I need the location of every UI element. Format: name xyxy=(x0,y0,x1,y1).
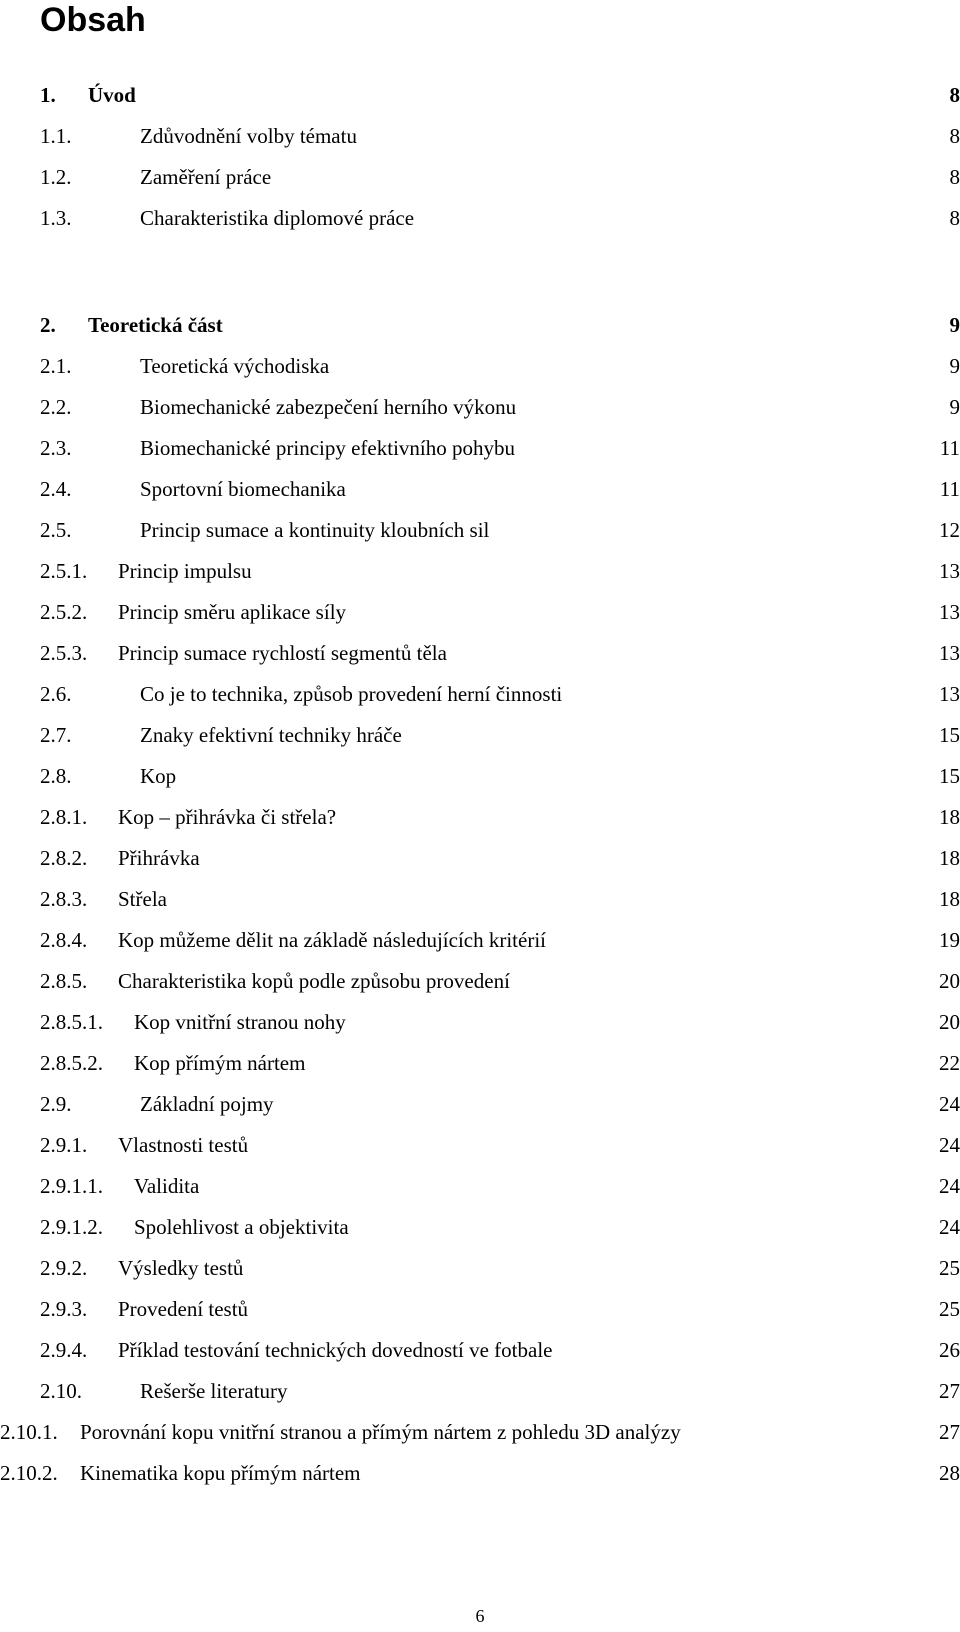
toc-entry-title: Kop xyxy=(140,764,177,788)
toc-entry-number: 2.7. xyxy=(40,723,72,747)
toc-entry xyxy=(0,1212,960,1242)
toc-entry xyxy=(0,556,960,586)
toc-entry-page: 24 xyxy=(939,1174,960,1198)
toc-entry-title: Biomechanické principy efektivního pohybu xyxy=(140,436,515,460)
toc-entry-page: 19 xyxy=(939,928,960,952)
toc-entry-title: Princip směru aplikace síly xyxy=(118,600,347,624)
toc-entry-page: 25 xyxy=(939,1297,960,1321)
toc-entry-page: 28 xyxy=(939,1461,960,1485)
toc-entry xyxy=(0,1171,960,1201)
toc-entry-number: 2.9.1. xyxy=(40,1133,88,1157)
toc-entry xyxy=(0,761,960,791)
toc-entry xyxy=(0,474,960,504)
toc-entry-title: Příklad testování technických dovedností ve fotbale xyxy=(118,1338,553,1362)
toc-entry-number: 2.9.2. xyxy=(40,1256,88,1280)
toc-entry xyxy=(0,1253,960,1283)
toc-entry-page: 27 xyxy=(939,1379,960,1403)
toc-entry-number: 2.5. xyxy=(40,518,72,542)
toc-entry-page: 26 xyxy=(939,1338,960,1362)
toc-entry xyxy=(0,597,960,627)
toc-entry-title: Základní pojmy xyxy=(140,1092,274,1116)
toc-entry-number: 2.1. xyxy=(40,354,72,378)
toc-entry-page: 13 xyxy=(939,641,960,665)
page-number: 6 xyxy=(475,1606,485,1626)
toc-entry xyxy=(0,1130,960,1160)
toc-entry-page: 8 xyxy=(949,124,960,148)
toc-entry-number: 2.5.2. xyxy=(40,600,88,624)
toc-entry xyxy=(0,433,960,463)
toc-entry-title: Validita xyxy=(134,1174,200,1198)
toc-entry-title: Teoretická část xyxy=(88,313,223,337)
toc-entry-number: 2.3. xyxy=(40,436,72,460)
toc-entry-number: 2.9.1.1. xyxy=(40,1174,103,1198)
toc-entry xyxy=(0,1294,960,1324)
toc-entry-number: 1.2. xyxy=(40,165,72,189)
toc-entry-page: 25 xyxy=(939,1256,960,1280)
toc-entry-page: 18 xyxy=(939,887,960,911)
toc-entry-title: Sportovní biomechanika xyxy=(140,477,346,501)
toc-entry-title: Spolehlivost a objektivita xyxy=(134,1215,349,1239)
toc-entry-page: 15 xyxy=(939,764,960,788)
toc-entry-page: 8 xyxy=(949,83,960,107)
toc-entry xyxy=(0,843,960,873)
toc-entry-page: 13 xyxy=(939,559,960,583)
toc-entry-title: Zdůvodnění volby tématu xyxy=(140,124,357,148)
toc-entry-title: Kop přímým nártem xyxy=(134,1051,306,1075)
toc-entry xyxy=(0,802,960,832)
toc-entry-number: 2.4. xyxy=(40,477,72,501)
toc-entry-page: 20 xyxy=(939,1010,960,1034)
toc-entry xyxy=(0,679,960,709)
toc-entry xyxy=(0,515,960,545)
toc-entry-number: 1. xyxy=(40,83,56,107)
toc-entry-title: Vlastnosti testů xyxy=(118,1133,249,1157)
toc-entry-number: 2.8.2. xyxy=(40,846,88,870)
toc-entry xyxy=(0,638,960,668)
toc-entry-number: 2.9.3. xyxy=(40,1297,88,1321)
toc-entry-page: 11 xyxy=(939,436,960,460)
toc-entry-page: 20 xyxy=(939,969,960,993)
toc-entry-title: Kop vnitřní stranou nohy xyxy=(134,1010,346,1034)
toc-entry-title: Biomechanické zabezpečení herního výkonu xyxy=(140,395,517,419)
toc-entry-title: Charakteristika diplomové práce xyxy=(140,206,415,230)
toc-entry-title: Střela xyxy=(118,887,167,911)
toc-entry-number: 2.5.1. xyxy=(40,559,88,583)
toc-entry xyxy=(0,966,960,996)
toc-entry xyxy=(0,1089,960,1119)
toc-entry-page: 11 xyxy=(939,477,960,501)
toc-entry-page: 24 xyxy=(939,1133,960,1157)
toc-entry-title: Zaměření práce xyxy=(140,165,272,189)
toc-entry-page: 24 xyxy=(939,1215,960,1239)
toc-entry xyxy=(0,203,960,233)
toc-entry-number: 2.6. xyxy=(40,682,72,706)
toc-entry-page: 9 xyxy=(949,395,960,419)
toc-entry-title: Porovnání kopu vnitřní stranou a přímým nártem z pohledu 3D analýzy xyxy=(80,1420,681,1444)
toc-entry-title: Rešerše literatury xyxy=(140,1379,288,1403)
toc-entry-page: 24 xyxy=(939,1092,960,1116)
toc-entry-page: 9 xyxy=(949,313,960,337)
toc-entry-number: 1.3. xyxy=(40,206,72,230)
toc-entry-title: Provedení testů xyxy=(118,1297,249,1321)
toc-entry xyxy=(0,351,960,381)
toc-entry-number: 2.10.1. xyxy=(0,1420,58,1444)
toc-entry-number: 2.9.1.2. xyxy=(40,1215,103,1239)
toc-entry-page: 8 xyxy=(949,165,960,189)
toc-entry-title: Znaky efektivní techniky hráče xyxy=(140,723,402,747)
toc-entry xyxy=(0,162,960,192)
toc-entry-title: Kop můžeme dělit na základě následujících kritérií xyxy=(118,928,546,952)
page-title: Obsah xyxy=(40,1,146,39)
toc-entry-title: Teoretická východiska xyxy=(140,354,330,378)
toc-entry-page: 18 xyxy=(939,805,960,829)
toc-entry-page: 12 xyxy=(939,518,960,542)
toc-entry-page: 22 xyxy=(939,1051,960,1075)
toc-entry-page: 27 xyxy=(939,1420,960,1444)
toc-entry-number: 2.8.5.1. xyxy=(40,1010,103,1034)
toc-entry-title: Úvod xyxy=(88,83,136,107)
toc-entry-number: 2.8.3. xyxy=(40,887,88,911)
toc-entry-page: 18 xyxy=(939,846,960,870)
toc-entry xyxy=(0,884,960,914)
toc-entry xyxy=(0,121,960,151)
toc-entry xyxy=(0,720,960,750)
toc-entry-title: Princip sumace rychlostí segmentů těla xyxy=(118,641,447,665)
toc-entry-number: 2.10. xyxy=(40,1379,82,1403)
toc-entry-number: 2.8.5.2. xyxy=(40,1051,103,1075)
toc-entry-number: 2.9.4. xyxy=(40,1338,88,1362)
toc-entry xyxy=(0,1048,960,1078)
toc-entry-title: Princip sumace a kontinuity kloubních sil xyxy=(140,518,490,542)
toc-entry-title: Výsledky testů xyxy=(118,1256,244,1280)
toc-entry-number: 2.2. xyxy=(40,395,72,419)
toc-entry-page: 8 xyxy=(949,206,960,230)
toc-entry-page: 13 xyxy=(939,600,960,624)
toc-entry-page: 15 xyxy=(939,723,960,747)
toc-entry-number: 2.8. xyxy=(40,764,72,788)
toc-entry-number: 2.9. xyxy=(40,1092,72,1116)
toc-entry-page: 13 xyxy=(939,682,960,706)
toc-entry-number: 2.5.3. xyxy=(40,641,88,665)
toc-entry xyxy=(0,1417,960,1447)
toc-entry xyxy=(0,310,960,340)
toc-entry-title: Kinematika kopu přímým nártem xyxy=(80,1461,361,1485)
toc-entry-title: Co je to technika, způsob provedení herní činnosti xyxy=(140,682,563,706)
toc-entry-title: Přihrávka xyxy=(118,846,200,870)
toc-entry-title: Charakteristika kopů podle způsobu provedení xyxy=(118,969,510,993)
toc-entry-number: 2.10.2. xyxy=(0,1461,58,1485)
toc-entry-number: 2.8.1. xyxy=(40,805,88,829)
toc-entry xyxy=(0,925,960,955)
toc-entry xyxy=(0,392,960,422)
toc-entry xyxy=(0,1007,960,1037)
toc-entry-title: Princip impulsu xyxy=(118,559,252,583)
toc-entry xyxy=(0,1335,960,1365)
toc-entry-number: 1.1. xyxy=(40,124,72,148)
toc-entry-number: 2.8.4. xyxy=(40,928,88,952)
toc-entry xyxy=(0,80,960,110)
toc-entry-number: 2. xyxy=(40,313,56,337)
toc-entry xyxy=(0,1458,960,1488)
toc-entry xyxy=(0,1376,960,1406)
toc-entry-page: 9 xyxy=(949,354,960,378)
toc-entry-number: 2.8.5. xyxy=(40,969,88,993)
toc-entry-title: Kop – přihrávka či střela? xyxy=(118,805,337,829)
